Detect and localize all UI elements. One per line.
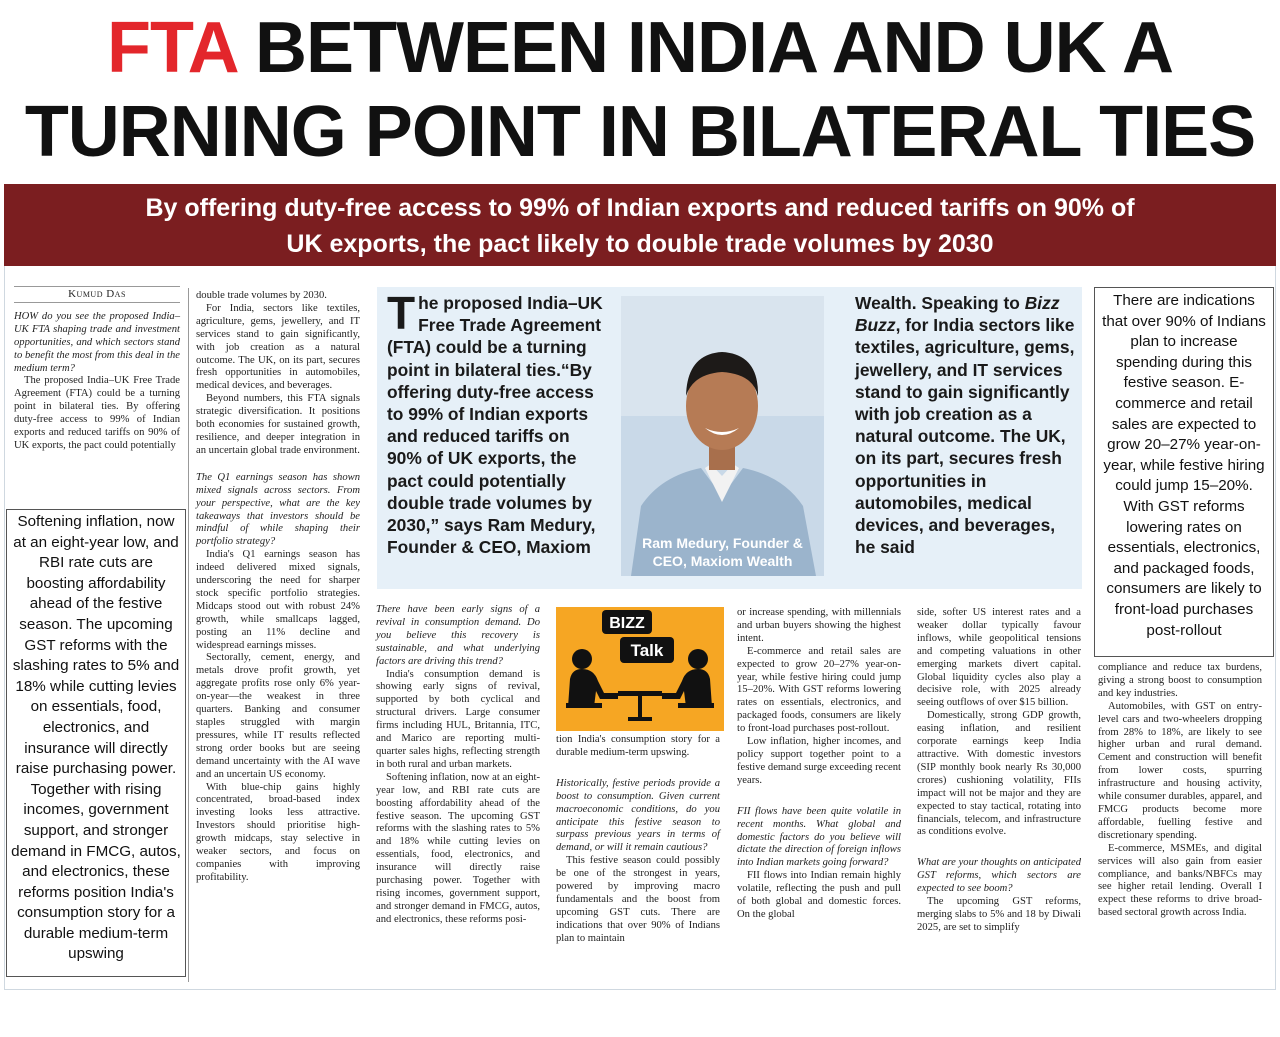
column-1 <box>14 286 180 453</box>
portrait-photo <box>621 296 824 576</box>
headline-line-2: TURNING POINT IN BILATERAL TIES <box>24 92 1256 172</box>
answer-3-paragraph-2: Softening inflation, now at an eight-year low, and RBI rate cuts are boosting affordability ahead of the festive season. The upcoming GST reforms with the slashing rates to 5% and 18% while cutting levies on essentials, food, electronics, and insurance will directly raise purchasing power. Together with rising incomes, government support, and stronger demand in FMCG, autos, and electronics, these reforms posi- <box>376 771 540 925</box>
subheadline-banner <box>4 184 1276 266</box>
photo-caption-line-1: Ram Medury, Founder & <box>642 535 803 551</box>
question-6: What are your thoughts on anticipated GST reforms, which sectors are expected to see boom? <box>917 857 1081 895</box>
column-4 <box>556 734 720 946</box>
question-1: HOW do you see the proposed India–UK FTA shaping trade and investment opportunities, and which sectors stand to benefit the most from this deal in the medium term? <box>14 310 180 374</box>
answer-6-paragraph-3: E-commerce, MSMEs, and digital services will also gain from easier compliance, and banks/NBFCs may see higher retail lending. Overall I expect these reforms to drive broad-based sectoral growth across India. <box>1098 842 1262 919</box>
question-2: The Q1 earnings season has shown mixed signals across sectors. From your perspective, what are the key takeaways that investors should be mindful of while shaping their portfolio strategy? <box>196 471 360 548</box>
answer-5-paragraph-1: FII flows into Indian remain highly volatile, reflecting the push and pull of both global and domestic forces. On the global <box>737 870 901 920</box>
photo-caption <box>621 534 824 570</box>
photo-caption-line-2: CEO, Maxiom Wealth <box>652 553 793 569</box>
answer-1-paragraph-3: Beyond numbers, this FTA signals strategic diversification. It positions both economies for sustained growth, resilience, and deeper integration in an uncertain global trade environment. <box>196 393 360 456</box>
answer-4-paragraph-3: Low inflation, higher incomes, and policy support together point to a festive demand surge exceeding recent years. <box>737 736 901 786</box>
answer-1-paragraph: The proposed India–UK Free Trade Agreement (FTA) could be a turning point in bilateral ties. By offering duty-free access to 99% of Indian exports and reduced tariffs on 90% of UK exports, the pact could potentially <box>14 375 180 451</box>
answer-2-paragraph-2: Sectorally, cement, energy, and metals drove profit growth, yet aggregate profits rose only 6% year-on-year—the weakest in three quarters. Banking and consumer staples struggled with margin pressures, while IT results reflected strong order books but are seeing demand uncertainty with the AI wave and an uncertain US economy. <box>196 652 360 780</box>
bizz-word: BIZZ <box>609 615 645 632</box>
answer-4-paragraph-2: E-commerce and retail sales are expected to grow 20–27% year-on-year, while festive hiring could jump 15–20%. With GST reforms lowering rates on essentials, electronics, and packaged foods, consumers are likely to front-load purchases post-rollout. <box>737 645 901 735</box>
answer-6-paragraph-2: Automobiles, with GST on entry-level cars and two-wheelers dropping from 28% to 18%, are likely to see higher urban and rural demand. Cement and construction will benefit from lower costs, spurring infrastructure and housing activity, while consumer durables, apparel, and FMCG products become more affordable, fuelling festive and discretionary spending. <box>1098 700 1262 841</box>
headline-fta: FTA <box>107 8 236 88</box>
subheadline-line-1: By offering duty-free access to 99% of Indian exports and reduced tariffs on 90% of <box>145 194 1135 222</box>
talk-word: Talk <box>630 641 664 660</box>
answer-6-continued: compliance and reduce tax burdens, giving a strong boost to consumption and key industries. <box>1098 662 1262 699</box>
subheadline-line-2: UK exports, the pact likely to double trade volumes by 2030 <box>286 230 994 258</box>
bizz-talk-logo <box>556 607 724 731</box>
question-4: Historically, festive periods provide a boost to consumption. Given current macroeconomic conditions, do you anticipate this festive season to surpass previous years in terms of demand, or will it remain cautious? <box>556 777 720 854</box>
answer-1-continued: double trade volumes by 2030. <box>196 290 327 301</box>
pull-quote-left: Softening inflation, now at an eight-year low, and RBI rate cuts are boosting affordability ahead of the festive season. The upcoming GST reforms with the slashing rates to 5% and 18% while cutting levies on essentials, food, electronics, and insurance will directly raise purchasing power. Together with rising incomes, government support, and stronger demand in FMCG, autos, and electronics, these reforms position India's consumption story for a durable medium-term upswing <box>6 509 186 977</box>
question-5: FII flows have been quite volatile in recent months. What global and domestic factors do you believe will dictate the direction of foreign inflows into Indian markets going forward? <box>737 805 901 869</box>
quote-right-text-b: , for India sectors like textiles, agriculture, gems, jewellery, and IT services stand to gain significantly with job creation as a natural outcome. The UK, on its part, secures fresh opportunities in automobiles, medical devices, and beverages, he said <box>855 315 1075 558</box>
answer-5-continued: side, softer US interest rates and a weaker dollar typically favour inflows, while geopolitical tensions and competing valuations in other emerging markets divert capital. Global liquidity cycles also play a decisive role, with 2025 already seeing outflows of over $15 billion. <box>917 607 1081 709</box>
quote-left <box>387 287 609 558</box>
drop-cap: T <box>387 287 416 339</box>
headline-line-1-rest: BETWEEN INDIA AND UK A <box>235 8 1173 88</box>
column-7 <box>1098 662 1262 920</box>
answer-1-paragraph-2: For India, sectors like textiles, agriculture, gems, jewellery, and IT services stand to gain significantly, with job creation as a natural outcome. The UK, on its part, secures fresh opportunities in automobiles, medical devices, and beverages. <box>196 302 360 392</box>
answer-5-paragraph-2: Domestically, strong GDP growth, easing inflation, and resilient corporate earnings keep India attractive. With domestic investors (SIP monthly book nearly Rs 30,000 crores) cushioning volatility, FIIs impact will not be major and they are expected to stay tactical, rotating into financials, telecom, and infrastructure as conditions evolve. <box>917 710 1081 838</box>
column-2 <box>196 290 360 885</box>
quote-right-text-a: Wealth. Speaking to <box>855 293 1025 313</box>
answer-3-paragraph-1: India's consumption demand is showing early signs of revival, supported by both cyclical and structural drivers. Large consumer firms including HUL, Britannia, ITC, and Marico are reporting multi-quarter sales highs, reflecting strength in both rural and urban markets. <box>376 668 540 770</box>
column-6 <box>917 607 1081 935</box>
answer-2-paragraph-1: India's Q1 earnings season has indeed delivered mixed signals, underscoring the need for sharper stock specific portfolio strategies. Midcaps stood out with robust 24% growth, while smallcaps lagged, posting an 11% decline and widespread earnings misses. <box>196 549 360 651</box>
answer-2-paragraph-3: With blue-chip gains highly concentrated, broad-based index investing looks less attractive. Investors should prioritise high-growth midcaps, stay selective in weaker sectors, and focus on companies with improving profitability. <box>196 781 360 883</box>
quote-right <box>855 292 1075 558</box>
answer-6-paragraph-1: The upcoming GST reforms, merging slabs to 5% and 18 by Diwali 2025, are set to simplify <box>917 896 1081 933</box>
byline: Kumud Das <box>14 286 180 303</box>
column-rule <box>188 288 189 982</box>
answer-4-continued: or increase spending, with millennials and urban buyers showing the highest intent. <box>737 607 901 644</box>
bizz-talk-illustration <box>556 607 724 731</box>
headline-line-1 <box>0 6 1280 90</box>
column-3 <box>376 604 540 927</box>
question-3: There have been early signs of a revival in consumption demand. Do you believe this recovery is sustainable, and what underlying factors are driving this trend? <box>376 604 540 667</box>
column-5 <box>737 607 901 922</box>
pull-quote-right: There are indications that over 90% of Indians plan to increase spending during this festive season. E-commerce and retail sales are expected to grow 20–27% year-on-year, while festive hiring could jump 15–20%. With GST reforms lowering rates on essentials, electronics, and packaged foods, consumers are likely to front-load purchases post-rollout <box>1094 287 1274 657</box>
answer-3-continued: tion India's consumption story for a durable medium-term upswing. <box>556 734 720 758</box>
quote-right-publication: Bizz Buzz <box>855 293 1060 336</box>
answer-4-paragraph-1: This festive season could possibly be one of the strongest in years, powered by improving macro fundamentals and the boost from upcoming GST cuts. There are indications that over 90% of Indians plan to maintain <box>556 855 720 944</box>
quote-left-text: he proposed India–UK Free Trade Agreement (FTA) could be a turning point in bilateral ties.“By offering duty-free access to 99% of Indian exports and reduced tariffs on 90% of UK exports, the pact could potentially double trade volumes by 2030,” says Ram Medury, Founder & CEO, Maxiom <box>387 293 603 558</box>
